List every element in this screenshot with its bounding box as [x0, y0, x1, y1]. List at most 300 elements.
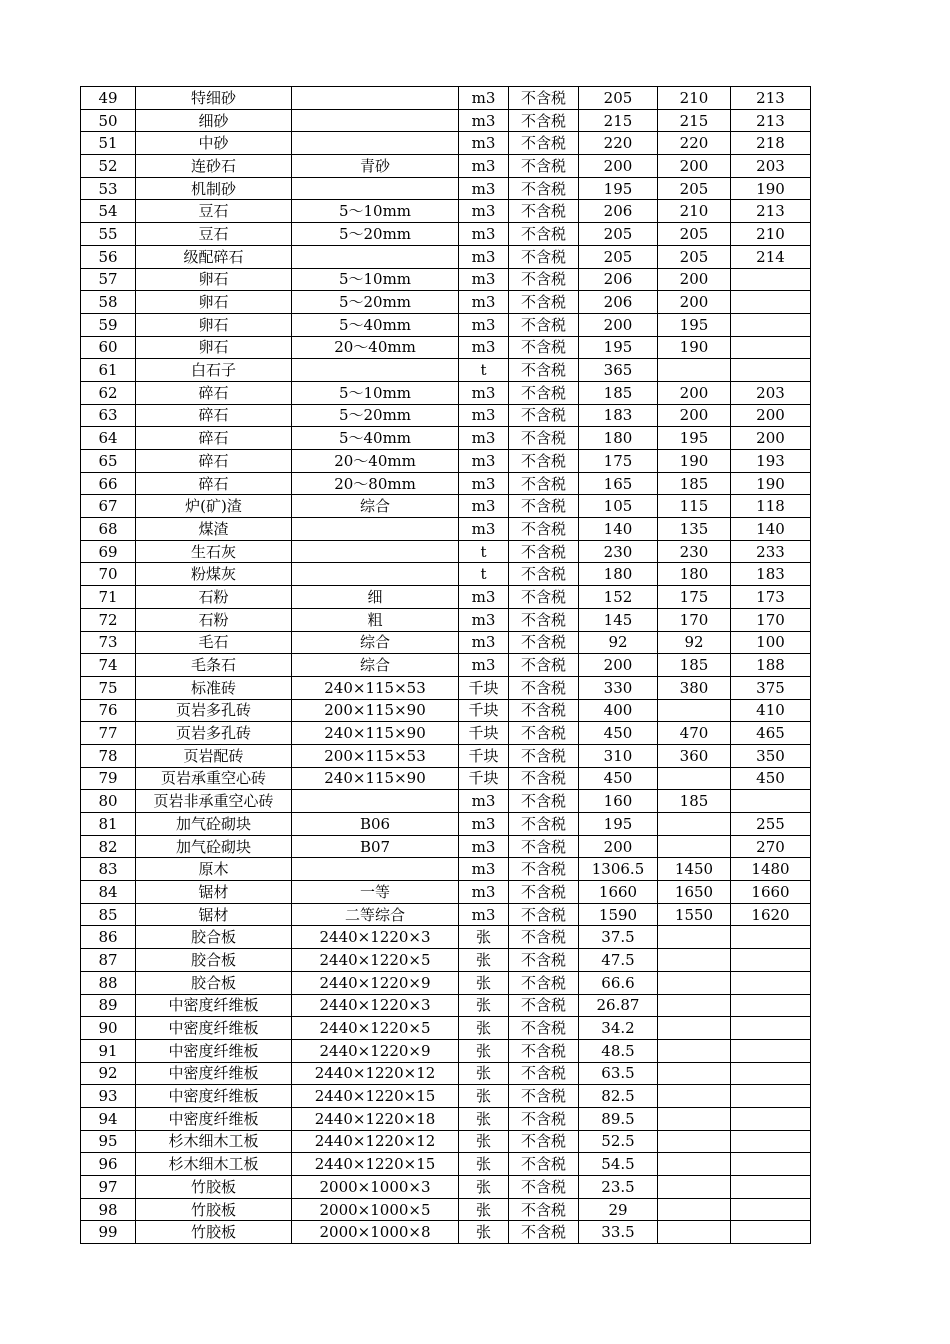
cell-name: 卵石 [136, 313, 292, 336]
cell-unit: m3 [459, 291, 509, 314]
cell-index: 66 [81, 472, 136, 495]
cell-price-2 [658, 359, 731, 382]
cell-price-3: 188 [731, 654, 811, 677]
cell-tax: 不含税 [509, 1130, 579, 1153]
table-row [81, 767, 811, 790]
cell-index: 96 [81, 1153, 136, 1176]
cell-price-1: 63.5 [579, 1062, 658, 1085]
cell-tax: 不含税 [509, 268, 579, 291]
cell-unit: m3 [459, 200, 509, 223]
cell-index: 84 [81, 881, 136, 904]
cell-price-1: 220 [579, 132, 658, 155]
cell-unit: m3 [459, 313, 509, 336]
cell-unit: 张 [459, 949, 509, 972]
cell-spec: 2000×1000×8 [292, 1221, 459, 1244]
cell-price-1: 180 [579, 427, 658, 450]
cell-index: 69 [81, 540, 136, 563]
cell-unit: m3 [459, 381, 509, 404]
cell-price-2 [658, 1153, 731, 1176]
cell-index: 75 [81, 676, 136, 699]
cell-price-2: 200 [658, 155, 731, 178]
cell-spec: 5～20mm [292, 291, 459, 314]
cell-price-3 [731, 949, 811, 972]
cell-name: 细砂 [136, 109, 292, 132]
cell-name: 中密度纤维板 [136, 1017, 292, 1040]
cell-unit: 千块 [459, 744, 509, 767]
cell-price-3 [731, 268, 811, 291]
cell-price-1: 89.5 [579, 1107, 658, 1130]
cell-name: 原木 [136, 858, 292, 881]
cell-price-3 [731, 790, 811, 813]
cell-name: 胶合板 [136, 949, 292, 972]
cell-name: 页岩承重空心砖 [136, 767, 292, 790]
cell-tax: 不含税 [509, 245, 579, 268]
cell-name: 锯材 [136, 903, 292, 926]
cell-name: 粉煤灰 [136, 563, 292, 586]
cell-price-2: 115 [658, 495, 731, 518]
table-row [81, 540, 811, 563]
table-row [81, 676, 811, 699]
cell-price-3: 1660 [731, 881, 811, 904]
cell-index: 82 [81, 835, 136, 858]
cell-tax: 不含税 [509, 744, 579, 767]
cell-price-1: 200 [579, 654, 658, 677]
cell-name: 卵石 [136, 291, 292, 314]
cell-price-1: 206 [579, 291, 658, 314]
cell-index: 73 [81, 631, 136, 654]
cell-price-1: 92 [579, 631, 658, 654]
cell-price-2: 360 [658, 744, 731, 767]
cell-price-2 [658, 1198, 731, 1221]
cell-spec: 2440×1220×12 [292, 1062, 459, 1085]
table-row [81, 155, 811, 178]
cell-name: 卵石 [136, 336, 292, 359]
table-row [81, 722, 811, 745]
cell-unit: 张 [459, 1062, 509, 1085]
cell-tax: 不含税 [509, 155, 579, 178]
cell-index: 89 [81, 994, 136, 1017]
cell-name: 碎石 [136, 404, 292, 427]
cell-unit: m3 [459, 472, 509, 495]
cell-name: 锯材 [136, 881, 292, 904]
cell-index: 58 [81, 291, 136, 314]
cell-price-1: 34.2 [579, 1017, 658, 1040]
cell-price-3 [731, 1153, 811, 1176]
cell-tax: 不含税 [509, 971, 579, 994]
cell-index: 52 [81, 155, 136, 178]
cell-price-1: 310 [579, 744, 658, 767]
table-row [81, 381, 811, 404]
cell-price-1: 23.5 [579, 1176, 658, 1199]
cell-index: 95 [81, 1130, 136, 1153]
cell-tax: 不含税 [509, 563, 579, 586]
cell-unit: 张 [459, 1198, 509, 1221]
cell-unit: m3 [459, 132, 509, 155]
cell-unit: m3 [459, 336, 509, 359]
cell-spec: 2440×1220×18 [292, 1107, 459, 1130]
table-row [81, 109, 811, 132]
cell-index: 94 [81, 1107, 136, 1130]
table-row [81, 903, 811, 926]
table-row [81, 87, 811, 110]
cell-spec: 综合 [292, 495, 459, 518]
cell-spec: 2440×1220×5 [292, 1017, 459, 1040]
cell-tax: 不含税 [509, 404, 579, 427]
table-body [81, 87, 811, 1244]
cell-unit: m3 [459, 223, 509, 246]
cell-price-3 [731, 1198, 811, 1221]
cell-spec: 二等综合 [292, 903, 459, 926]
cell-price-3 [731, 1176, 811, 1199]
cell-index: 92 [81, 1062, 136, 1085]
cell-price-2 [658, 1017, 731, 1040]
cell-name: 煤渣 [136, 518, 292, 541]
cell-index: 85 [81, 903, 136, 926]
table-row [81, 1130, 811, 1153]
cell-tax: 不含税 [509, 1062, 579, 1085]
cell-price-3 [731, 313, 811, 336]
cell-price-3: 350 [731, 744, 811, 767]
cell-unit: t [459, 359, 509, 382]
table-row [81, 427, 811, 450]
cell-tax: 不含税 [509, 495, 579, 518]
cell-index: 49 [81, 87, 136, 110]
cell-tax: 不含税 [509, 608, 579, 631]
cell-name: 中密度纤维板 [136, 1039, 292, 1062]
cell-index: 51 [81, 132, 136, 155]
cell-price-2 [658, 1221, 731, 1244]
cell-tax: 不含税 [509, 699, 579, 722]
cell-price-1: 48.5 [579, 1039, 658, 1062]
table-row [81, 881, 811, 904]
cell-tax: 不含税 [509, 858, 579, 881]
cell-price-3: 173 [731, 586, 811, 609]
table-row [81, 744, 811, 767]
cell-name: 竹胶板 [136, 1176, 292, 1199]
cell-unit: m3 [459, 881, 509, 904]
cell-price-2 [658, 971, 731, 994]
cell-price-3 [731, 1062, 811, 1085]
cell-spec: 2440×1220×15 [292, 1153, 459, 1176]
cell-name: 卵石 [136, 268, 292, 291]
cell-index: 50 [81, 109, 136, 132]
cell-spec [292, 109, 459, 132]
cell-spec: 2440×1220×5 [292, 949, 459, 972]
cell-tax: 不含税 [509, 1198, 579, 1221]
cell-price-3: 375 [731, 676, 811, 699]
cell-index: 62 [81, 381, 136, 404]
cell-unit: 张 [459, 1176, 509, 1199]
cell-price-3: 190 [731, 177, 811, 200]
cell-price-2 [658, 1130, 731, 1153]
cell-price-3: 170 [731, 608, 811, 631]
cell-spec: 20～40mm [292, 450, 459, 473]
cell-price-3 [731, 1107, 811, 1130]
table-row [81, 858, 811, 881]
cell-spec: 综合 [292, 654, 459, 677]
cell-tax: 不含税 [509, 903, 579, 926]
cell-unit: m3 [459, 835, 509, 858]
cell-price-3 [731, 359, 811, 382]
cell-tax: 不含税 [509, 359, 579, 382]
cell-spec: 一等 [292, 881, 459, 904]
cell-tax: 不含税 [509, 450, 579, 473]
cell-spec: 综合 [292, 631, 459, 654]
cell-name: 加气砼砌块 [136, 835, 292, 858]
cell-name: 生石灰 [136, 540, 292, 563]
cell-spec [292, 518, 459, 541]
cell-tax: 不含税 [509, 132, 579, 155]
cell-price-3: 183 [731, 563, 811, 586]
cell-tax: 不含税 [509, 518, 579, 541]
cell-name: 连砂石 [136, 155, 292, 178]
cell-name: 中密度纤维板 [136, 1107, 292, 1130]
cell-price-2 [658, 1085, 731, 1108]
cell-spec [292, 563, 459, 586]
cell-unit: m3 [459, 109, 509, 132]
cell-price-2: 200 [658, 268, 731, 291]
table-row [81, 835, 811, 858]
cell-index: 67 [81, 495, 136, 518]
cell-tax: 不含税 [509, 1017, 579, 1040]
cell-price-3 [731, 336, 811, 359]
cell-unit: 张 [459, 1039, 509, 1062]
cell-price-3: 410 [731, 699, 811, 722]
cell-spec [292, 359, 459, 382]
cell-price-3: 270 [731, 835, 811, 858]
table-row [81, 1176, 811, 1199]
cell-unit: 张 [459, 1221, 509, 1244]
cell-unit: m3 [459, 654, 509, 677]
cell-name: 毛条石 [136, 654, 292, 677]
cell-price-2: 185 [658, 654, 731, 677]
cell-name: 碎石 [136, 472, 292, 495]
cell-index: 80 [81, 790, 136, 813]
cell-price-1: 205 [579, 87, 658, 110]
table-row [81, 336, 811, 359]
cell-spec: 240×115×53 [292, 676, 459, 699]
cell-price-2: 220 [658, 132, 731, 155]
cell-index: 70 [81, 563, 136, 586]
cell-price-2 [658, 835, 731, 858]
table-row [81, 1085, 811, 1108]
cell-name: 石粉 [136, 608, 292, 631]
table-row [81, 359, 811, 382]
cell-tax: 不含税 [509, 1153, 579, 1176]
cell-unit: m3 [459, 518, 509, 541]
cell-unit: 张 [459, 994, 509, 1017]
cell-index: 79 [81, 767, 136, 790]
cell-price-1: 47.5 [579, 949, 658, 972]
cell-unit: 张 [459, 1085, 509, 1108]
cell-price-1: 200 [579, 313, 658, 336]
cell-price-2: 180 [658, 563, 731, 586]
cell-price-1: 215 [579, 109, 658, 132]
cell-price-2: 92 [658, 631, 731, 654]
cell-index: 87 [81, 949, 136, 972]
cell-tax: 不含税 [509, 994, 579, 1017]
table-row [81, 586, 811, 609]
cell-spec: 5～10mm [292, 381, 459, 404]
cell-spec: 青砂 [292, 155, 459, 178]
cell-name: 页岩非承重空心砖 [136, 790, 292, 813]
cell-index: 76 [81, 699, 136, 722]
cell-price-3: 203 [731, 381, 811, 404]
cell-price-1: 145 [579, 608, 658, 631]
cell-spec: 2440×1220×9 [292, 971, 459, 994]
cell-spec: 5～10mm [292, 268, 459, 291]
cell-unit: m3 [459, 245, 509, 268]
cell-spec [292, 177, 459, 200]
cell-name: 白石子 [136, 359, 292, 382]
material-price-table [80, 86, 811, 1244]
cell-price-2: 1450 [658, 858, 731, 881]
cell-index: 71 [81, 586, 136, 609]
cell-spec: 200×115×90 [292, 699, 459, 722]
cell-name: 竹胶板 [136, 1198, 292, 1221]
cell-price-1: 33.5 [579, 1221, 658, 1244]
cell-name: 炉(矿)渣 [136, 495, 292, 518]
cell-price-2 [658, 949, 731, 972]
cell-unit: 千块 [459, 676, 509, 699]
cell-price-2: 185 [658, 790, 731, 813]
cell-price-2: 380 [658, 676, 731, 699]
table-row [81, 1107, 811, 1130]
cell-price-3 [731, 1085, 811, 1108]
cell-price-1: 185 [579, 381, 658, 404]
cell-unit: 千块 [459, 699, 509, 722]
cell-price-3 [731, 291, 811, 314]
cell-spec: 5～20mm [292, 223, 459, 246]
cell-name: 竹胶板 [136, 1221, 292, 1244]
cell-price-2: 185 [658, 472, 731, 495]
cell-unit: 张 [459, 1130, 509, 1153]
cell-index: 61 [81, 359, 136, 382]
cell-name: 级配碎石 [136, 245, 292, 268]
cell-price-2: 470 [658, 722, 731, 745]
cell-price-1: 400 [579, 699, 658, 722]
table-row [81, 518, 811, 541]
cell-unit: 张 [459, 971, 509, 994]
cell-unit: t [459, 540, 509, 563]
cell-price-1: 205 [579, 223, 658, 246]
cell-name: 杉木细木工板 [136, 1153, 292, 1176]
cell-price-1: 82.5 [579, 1085, 658, 1108]
cell-index: 81 [81, 813, 136, 836]
cell-index: 65 [81, 450, 136, 473]
cell-spec: B07 [292, 835, 459, 858]
cell-spec: 细 [292, 586, 459, 609]
cell-index: 98 [81, 1198, 136, 1221]
table-row [81, 404, 811, 427]
table-row [81, 631, 811, 654]
cell-spec: 20～40mm [292, 336, 459, 359]
cell-index: 97 [81, 1176, 136, 1199]
cell-unit: m3 [459, 813, 509, 836]
cell-index: 63 [81, 404, 136, 427]
cell-unit: m3 [459, 495, 509, 518]
cell-price-2: 195 [658, 313, 731, 336]
cell-price-2 [658, 767, 731, 790]
cell-tax: 不含税 [509, 1085, 579, 1108]
table-row [81, 472, 811, 495]
table-row [81, 1039, 811, 1062]
cell-price-1: 183 [579, 404, 658, 427]
cell-unit: 千块 [459, 767, 509, 790]
cell-price-2: 205 [658, 177, 731, 200]
cell-price-2: 200 [658, 291, 731, 314]
cell-price-1: 52.5 [579, 1130, 658, 1153]
cell-index: 83 [81, 858, 136, 881]
cell-tax: 不含税 [509, 949, 579, 972]
cell-spec: 2440×1220×3 [292, 994, 459, 1017]
table-row [81, 563, 811, 586]
table-row [81, 495, 811, 518]
cell-price-3 [731, 994, 811, 1017]
cell-price-3: 213 [731, 200, 811, 223]
cell-name: 豆石 [136, 200, 292, 223]
cell-price-1: 330 [579, 676, 658, 699]
cell-name: 特细砂 [136, 87, 292, 110]
cell-price-2: 205 [658, 245, 731, 268]
cell-unit: m3 [459, 858, 509, 881]
cell-price-3: 218 [731, 132, 811, 155]
cell-price-2: 1650 [658, 881, 731, 904]
cell-name: 机制砂 [136, 177, 292, 200]
cell-name: 中砂 [136, 132, 292, 155]
cell-price-1: 450 [579, 722, 658, 745]
cell-price-3: 255 [731, 813, 811, 836]
cell-tax: 不含税 [509, 1176, 579, 1199]
cell-price-1: 206 [579, 268, 658, 291]
cell-price-1: 26.87 [579, 994, 658, 1017]
cell-name: 标准砖 [136, 676, 292, 699]
cell-spec [292, 790, 459, 813]
cell-index: 99 [81, 1221, 136, 1244]
cell-index: 53 [81, 177, 136, 200]
cell-tax: 不含税 [509, 835, 579, 858]
table-row [81, 608, 811, 631]
cell-index: 74 [81, 654, 136, 677]
cell-spec [292, 87, 459, 110]
cell-price-2 [658, 994, 731, 1017]
table-row [81, 949, 811, 972]
cell-price-2: 175 [658, 586, 731, 609]
cell-unit: m3 [459, 631, 509, 654]
cell-index: 77 [81, 722, 136, 745]
cell-tax: 不含税 [509, 631, 579, 654]
cell-unit: t [459, 563, 509, 586]
cell-price-3: 193 [731, 450, 811, 473]
cell-price-1: 195 [579, 336, 658, 359]
cell-unit: 张 [459, 1017, 509, 1040]
cell-price-2 [658, 1062, 731, 1085]
cell-index: 59 [81, 313, 136, 336]
cell-name: 中密度纤维板 [136, 1062, 292, 1085]
cell-price-3: 210 [731, 223, 811, 246]
cell-tax: 不含税 [509, 87, 579, 110]
cell-index: 57 [81, 268, 136, 291]
cell-price-3: 1480 [731, 858, 811, 881]
cell-spec [292, 540, 459, 563]
cell-price-3: 213 [731, 87, 811, 110]
table-row [81, 291, 811, 314]
cell-price-2: 200 [658, 404, 731, 427]
cell-tax: 不含税 [509, 813, 579, 836]
cell-tax: 不含税 [509, 381, 579, 404]
cell-price-1: 54.5 [579, 1153, 658, 1176]
cell-price-2: 190 [658, 450, 731, 473]
